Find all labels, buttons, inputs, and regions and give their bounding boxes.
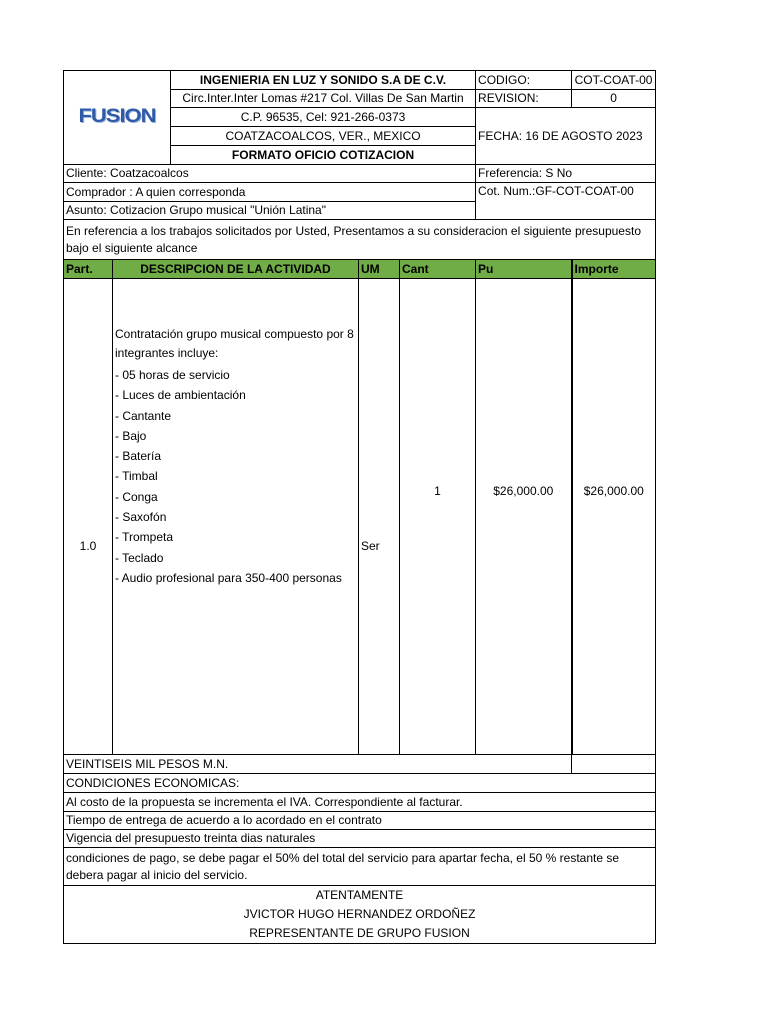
signature-name: JVICTOR HUGO HERNANDEZ ORDOÑEZ: [243, 907, 476, 921]
header-importe: Importe: [572, 260, 656, 279]
item-um: Ser: [359, 279, 400, 755]
table-row: [64, 279, 656, 755]
revision-label: REVISION:: [476, 90, 572, 108]
header-pu: Pu: [476, 260, 572, 279]
conditions-title: CONDICIONES ECONOMICAS:: [64, 774, 656, 793]
condition-line: condiciones de pago, se debe pagar el 50% del total del servicio para apartar fecha, el 50 % restante se debera pagar al inicio del servicio.: [64, 848, 656, 886]
reference: Freferencia: S No: [476, 165, 656, 183]
condition-line: Tiempo de entrega de acuerdo a lo acordado en el contrato: [64, 812, 656, 830]
list-item: - Batería: [115, 449, 162, 464]
signature-block: [64, 886, 656, 944]
item-cant: 1: [400, 279, 476, 755]
codigo-value: COT-COAT-00: [572, 71, 656, 90]
total-empty-cell: [572, 755, 656, 774]
list-item: - Luces de ambientación: [115, 388, 246, 403]
table-header-row: [64, 260, 656, 279]
list-item: - Conga: [115, 489, 158, 504]
item-part: 1.0: [64, 279, 113, 755]
list-item: - Teclado: [115, 550, 164, 565]
document-date: FECHA: 16 DE AGOSTO 2023: [476, 108, 656, 165]
item-description: [113, 279, 359, 755]
buyer: Comprador : A quien corresponda: [64, 183, 476, 202]
quotation-sheet: [63, 70, 655, 944]
company-address-2: C.P. 96535, Cel: 921-266-0373: [171, 108, 476, 127]
company-city: COATZACOALCOS, VER., MEXICO: [171, 127, 476, 146]
condition-line: Vigencia del presupuesto treinta dias naturales: [64, 830, 656, 848]
item-description-intro: Contratación grupo musical compuesto por 8 integrantes incluye:: [115, 327, 354, 360]
list-item: - Saxofón: [115, 510, 167, 525]
subject: Asunto: Cotizacion Grupo musical "Unión Latina": [64, 202, 476, 220]
signature-greeting: ATENTAMENTE: [315, 888, 404, 902]
quotation-table: [63, 70, 656, 944]
company-name: INGENIERIA EN LUZ Y SONIDO S.A DE C.V.: [171, 71, 476, 90]
header-part: Part.: [64, 260, 113, 279]
list-item: - Bajo: [115, 428, 147, 443]
codigo-label: CODIGO:: [476, 71, 572, 90]
item-pu: $26,000.00: [476, 279, 572, 755]
company-logo-cell: [64, 71, 171, 165]
intro-text: En referencia a los trabajos solicitados por Usted, Presentamos a su consideracion el siguiente presupuesto bajo el siguiente alcance: [64, 220, 656, 260]
list-item: - Timbal: [115, 469, 158, 484]
total-in-words: VEINTISEIS MIL PESOS M.N.: [64, 755, 572, 774]
header-cant: Cant: [400, 260, 476, 279]
quote-number: Cot. Num.:GF-COT-COAT-00: [476, 183, 656, 220]
header-um: UM: [359, 260, 400, 279]
item-importe: $26,000.00: [572, 279, 656, 755]
signature-role: REPRESENTANTE DE GRUPO FUSION: [249, 926, 470, 940]
client-name: Cliente: Coatzacoalcos: [64, 165, 476, 183]
list-item: - Trompeta: [115, 530, 174, 545]
list-item: - 05 horas de servicio: [115, 368, 230, 382]
condition-line: Al costo de la propuesta se incrementa el IVA. Correspondiente al facturar.: [64, 793, 656, 812]
header-description: DESCRIPCION DE LA ACTIVIDAD: [113, 260, 359, 279]
list-item: - Cantante: [115, 408, 172, 423]
document-title: FORMATO OFICIO COTIZACION: [171, 146, 476, 165]
list-item: - Audio profesional para 350-400 personas: [115, 570, 342, 585]
revision-value: 0: [572, 90, 656, 108]
fusion-logo: FUSION: [78, 104, 156, 127]
company-address-1: Circ.Inter.Inter Lomas #217 Col. Villas De San Martin: [171, 90, 476, 108]
item-description-list: [115, 365, 356, 588]
